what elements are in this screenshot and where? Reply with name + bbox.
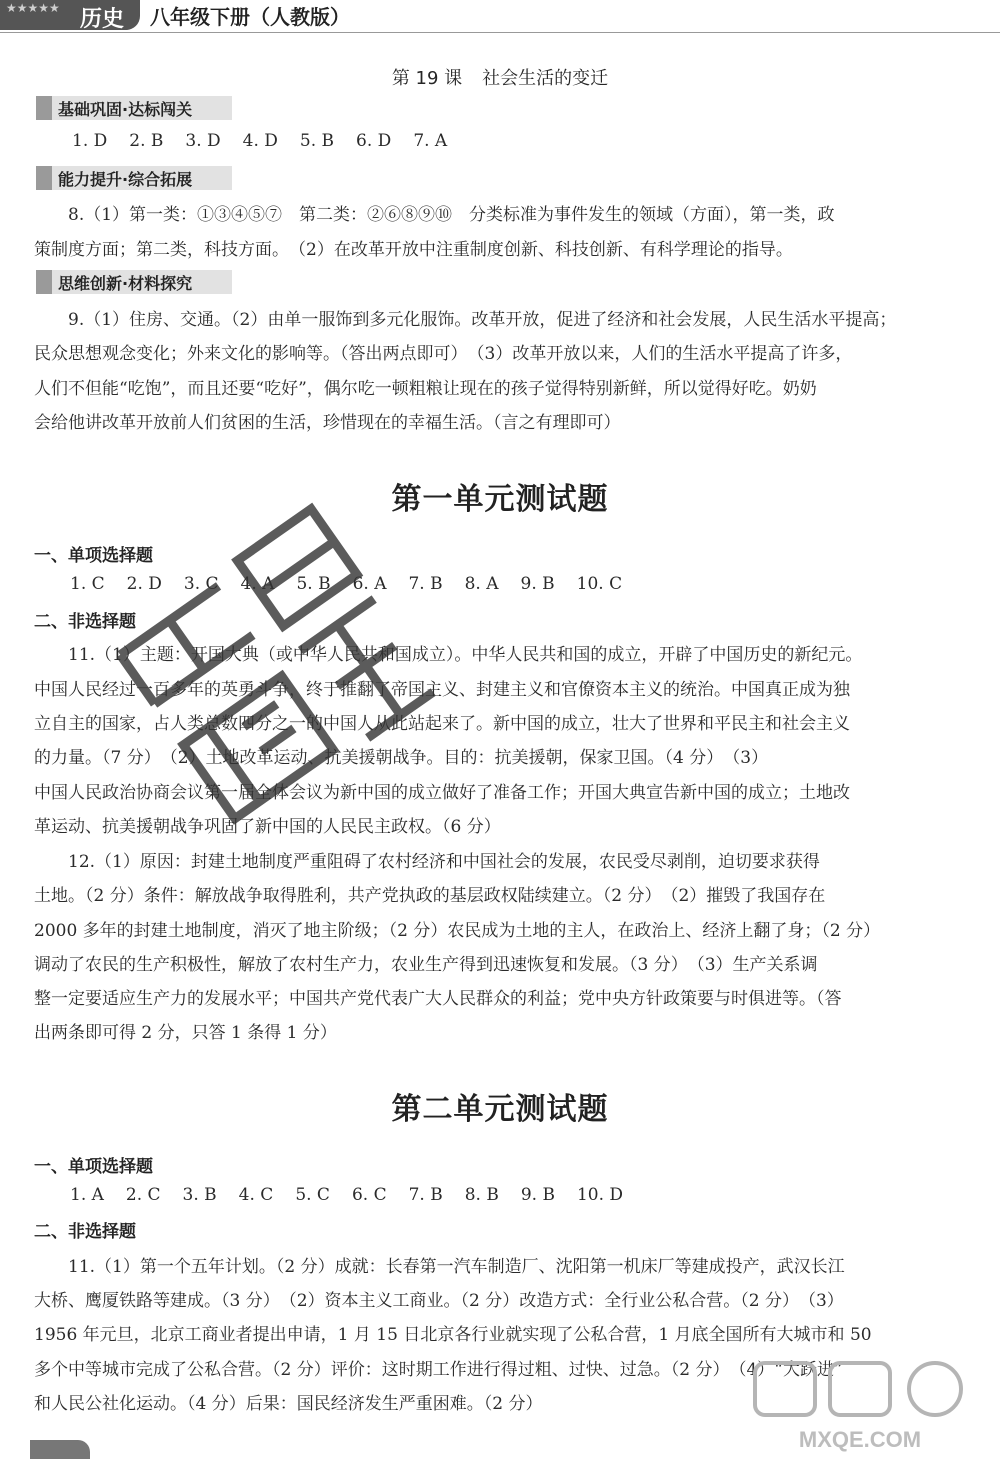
answer-item: 2. C [125, 1185, 161, 1205]
answer-item: 10. D [576, 1185, 624, 1205]
lesson-number: 第 19 课 [391, 68, 463, 89]
answer-item: 5. B [296, 574, 331, 594]
difficulty-stars: ★★★★★ [6, 1, 60, 15]
unit1-part1-heading: 一、单项选择题 [34, 546, 153, 566]
lesson-answers [72, 131, 469, 151]
answer-item: 3. B [182, 1185, 217, 1205]
answer-item: 9. B [520, 1185, 555, 1205]
answer-item: 1. A [70, 1185, 104, 1205]
answer-item: 7. B [408, 1185, 443, 1205]
header-divider [0, 32, 1000, 33]
section-basic [36, 96, 232, 120]
q8-line: 8.（1）第一类：①③④⑤⑦ 第二类：②⑥⑧⑨⑩ 分类标准为事件发生的领域（方面），第一类，政 [68, 205, 835, 225]
unit2-part2-heading: 二、非选择题 [34, 1222, 136, 1242]
unit1-part2-heading: 二、非选择题 [34, 612, 136, 632]
unit1-q11-line: 中国人民政治协商会议第一届全体会议为新中国的成立做好了准备工作；开国大典宣告新中国的成立；土地改 [34, 783, 850, 803]
answer-item: 2. D [126, 574, 162, 594]
answer-item: 5. B [299, 131, 335, 151]
grade-label: 八年级下册（人教版） [150, 5, 350, 29]
unit2-q11-line: 1956 年元旦，北京工商业者提出申请，1 月 15 日北京各行业就实现了公私合营，1 月底全国所有大城市和 50 [34, 1325, 872, 1345]
unit1-q11-line: 立自主的国家，占人类总数四分之一的中国人从此站起来了。新中国的成立，壮大了世界和平民主和社会主义 [34, 714, 850, 734]
unit1-q12-line: 出两条即可得 2 分，只答 1 条得 1 分） [34, 1023, 337, 1043]
unit1-q12-line: 土地。（2 分）条件：解放战争取得胜利，共产党执政的基层政权陆续建立。（2 分） （2）摧毁了我国存在 [34, 886, 826, 906]
answer-item: 5. C [295, 1185, 330, 1205]
section-ability [36, 166, 232, 190]
q9-line: 民众思想观念变化；外来文化的影响等。（答出两点即可） （3）改革开放以来，人们的生活水平提高了许多， [34, 344, 853, 364]
stamp-watermark [115, 485, 445, 845]
answer-item: 8. A [464, 574, 499, 594]
unit1-title: 第一单元测试题 [391, 482, 609, 517]
q8-line: 策制度方面；第二类，科技方面。 （2）在改革开放中注重制度创新、科技创新、有科学理论的指导。 [34, 240, 793, 260]
section-ability-label: 能力提升·综合拓展 [58, 170, 193, 189]
answer-item: 4. A [240, 574, 275, 594]
answer-item: 7. A [413, 131, 448, 151]
q9-line: 9.（1）住房、交通。（2）由单一服饰到多元化服饰。改革开放，促进了经济和社会发展，人民生活水平提高； [68, 310, 897, 330]
lesson-name: 社会生活的变迁 [482, 68, 609, 89]
unit2-answers [70, 1185, 645, 1205]
unit1-q11-line: 11.（1）主题：开国大典（或中华人民共和国成立）。中华人民共和国的成立，开辟了中国历史的新纪元。 [68, 645, 863, 665]
answer-item: 6. A [352, 574, 387, 594]
lesson-title [0, 64, 1000, 90]
answer-item: 4. C [238, 1185, 274, 1205]
answer-item: 10. C [576, 574, 623, 594]
unit2-q11-line: 大桥、鹰厦铁路等建成。（3 分） （2）资本主义工商业。（2 分）改造方式：全行业公私合营。（2 分） （3） [34, 1291, 844, 1311]
q9-line: 人们不但能“吃饱”，而且还要“吃好”，偶尔吃一顿粗粮让现在的孩子觉得特别新鲜，所以觉得好吃。奶奶 [34, 379, 817, 399]
site-logo [735, 1355, 985, 1455]
unit1-q11-line: 的力量。（7 分） （2）土地改革运动、抗美援朝战争。目的：抗美援朝，保家卫国。（4 分） （3） [34, 748, 769, 768]
answer-item: 6. D [356, 131, 392, 151]
unit2-part1-heading: 一、单项选择题 [34, 1157, 153, 1177]
unit2-q11-line: 多个中等城市完成了公私合营。（2 分）评价：这时期工作进行得过粗、过快、过急。（2 分） （4）“大跃进” [34, 1360, 843, 1380]
answer-item: 8. B [464, 1185, 499, 1205]
unit1-q12-line: 12.（1）原因：封建土地制度严重阻碍了农村经济和中国社会的发展，农民受尽剥削，迫切要求获得 [68, 852, 820, 872]
unit1-q12-line: 调动了农民的生产积极性，解放了农村生产力，农业生产得到迅速恢复和发展。（3 分） （3）生产关系调 [34, 955, 818, 975]
answer-item: 9. B [520, 574, 555, 594]
subject-label: 历史 [80, 7, 125, 32]
header-tab [0, 0, 140, 30]
answer-item: 7. B [408, 574, 443, 594]
unit1-q11-line: 中国人民经过一百多年的英勇斗争，终于推翻了帝国主义、封建主义和官僚资本主义的统治。中国真正成为独 [34, 680, 850, 700]
answer-item: 2. B [129, 131, 164, 151]
unit2-q11-line: 11.（1）第一个五年计划。（2 分）成就：长春第一汽车制造厂、沈阳第一机床厂等建成投产，武汉长江 [68, 1257, 845, 1277]
unit2-q11-line: 和人民公社化运动。（4 分）后果：国民经济发生严重困难。（2 分） [34, 1394, 543, 1414]
answer-item: 6. C [351, 1185, 387, 1205]
section-thinking [36, 270, 232, 294]
answer-item: 4. D [242, 131, 278, 151]
answer-item: 3. C [183, 574, 219, 594]
section-thinking-label: 思维创新·材料探究 [58, 274, 193, 293]
svg-text:MXQE.COM: MXQE.COM [798, 1427, 922, 1452]
answer-item: 3. D [185, 131, 221, 151]
q9-line: 会给他讲改革开放前人们贫困的生活，珍惜现在的幸福生活。（言之有理即可） [34, 413, 621, 433]
page-corner-mark [30, 1440, 90, 1459]
unit1-q12-line: 2000 多年的封建土地制度，消灭了地主阶级；（2 分）农民成为土地的主人，在政治上、经济上翻了身；（2 分） [34, 921, 881, 941]
unit1-q12-line: 整一定要适应生产力的发展水平；中国共产党代表广大人民群众的利益；党中央方针政策要与时俱进等。（答 [34, 989, 842, 1009]
section-basic-label: 基础巩固·达标闯关 [58, 100, 193, 119]
page-header [0, 0, 1000, 36]
unit2-title: 第二单元测试题 [391, 1092, 609, 1127]
unit1-q11-line: 革运动、抗美援朝战争巩固了新中国的人民民主政权。（6 分） [34, 817, 501, 837]
answer-item: 1. C [70, 574, 105, 594]
answer-item: 1. D [72, 131, 108, 151]
